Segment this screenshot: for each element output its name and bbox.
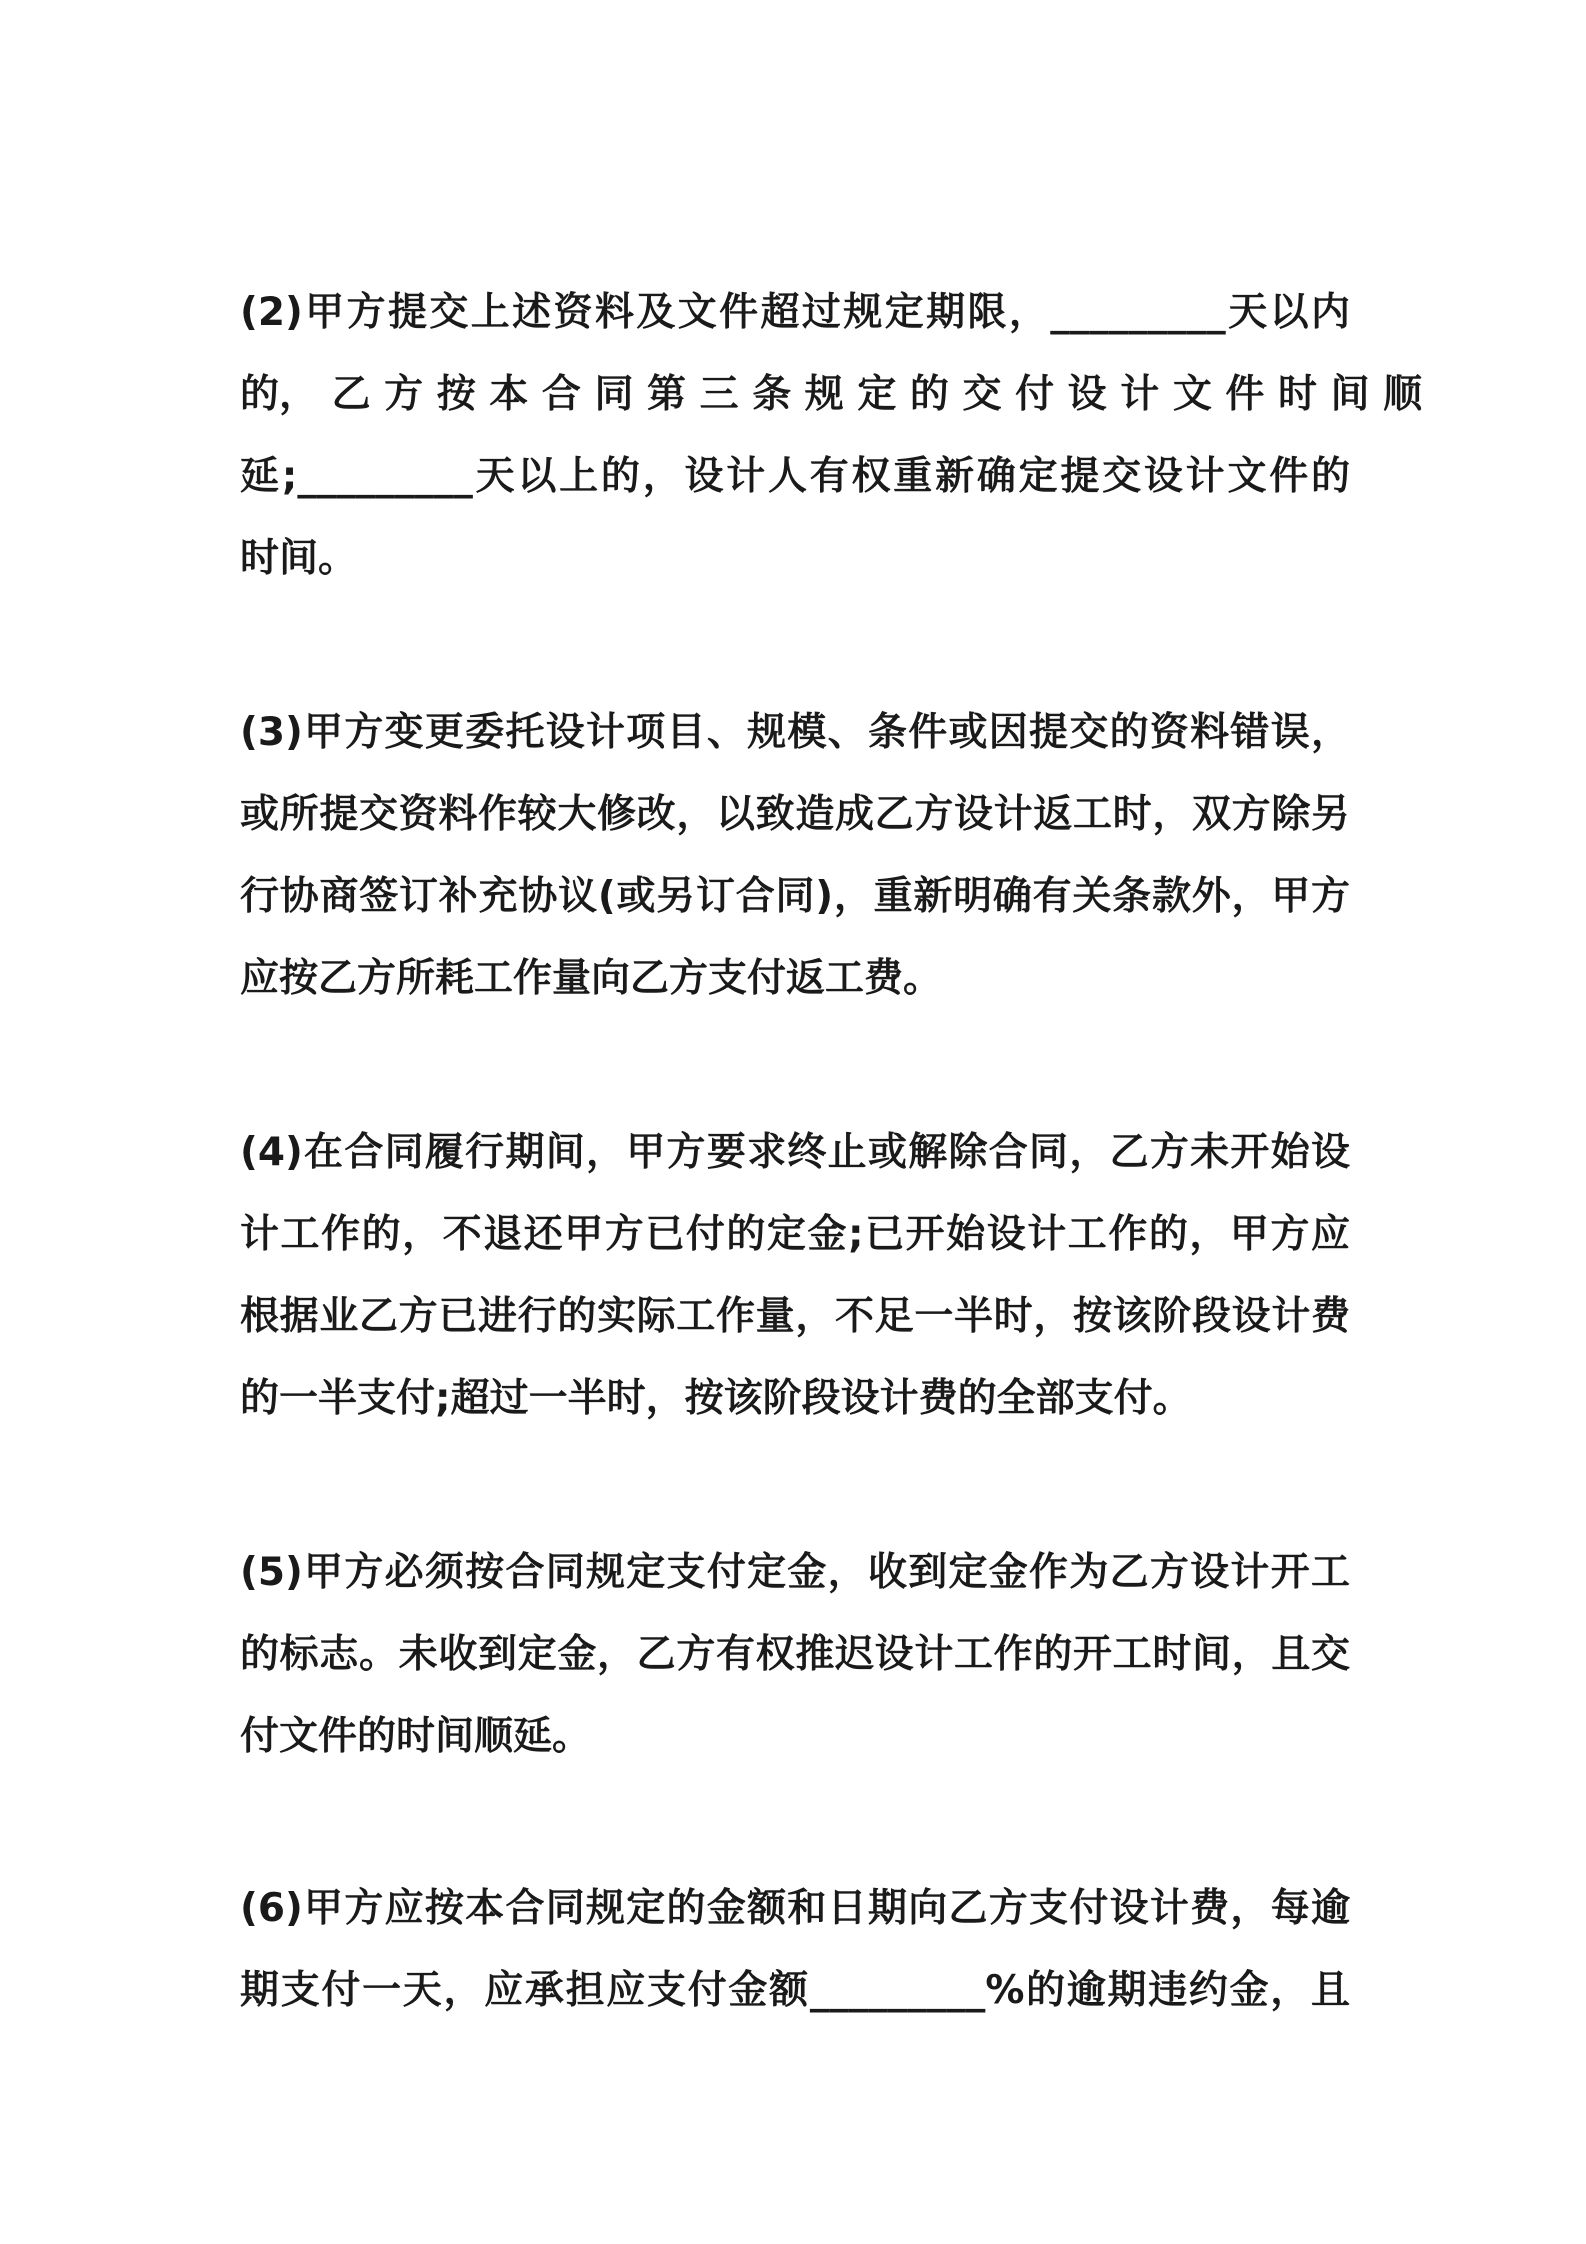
text-line: 计工作的，不退还甲方已付的定金;已开始设计工作的，甲方应	[240, 1212, 1350, 1257]
text-line: (2)甲方提交上述资料及文件超过规定期限，_________天以内	[240, 290, 1350, 335]
text-line: (5)甲方必须按合同规定支付定金，收到定金作为乙方设计开工	[240, 1550, 1350, 1595]
text-line: 的， 乙 方 按 本 合 同 第 三 条 规 定 的 交 付 设 计 文 件 时 间 顺	[240, 372, 1423, 417]
text-line: (6)甲方应按本合同规定的金额和日期向乙方支付设计费，每逾	[240, 1886, 1350, 1931]
text-line: 的一半支付;超过一半时，按该阶段设计费的全部支付。	[240, 1376, 1192, 1421]
text-line: 时间。	[240, 536, 358, 581]
text-line: 或所提交资料作较大修改，以致造成乙方设计返工时，双方除另	[240, 792, 1350, 837]
text-line: (4)在合同履行期间，甲方要求终止或解除合同，乙方未开始设	[240, 1130, 1350, 1175]
text-line: 付文件的时间顺延。	[240, 1714, 592, 1759]
text-line: 期支付一天，应承担应支付金额_________%的逾期违约金，且	[240, 1968, 1350, 2013]
clause-3-paragraph	[240, 692, 1350, 1020]
text-line: 行协商签订补充协议(或另订合同)，重新明确有关条款外，甲方	[240, 874, 1350, 919]
text-line: 应按乙方所耗工作量向乙方支付返工费。	[240, 956, 943, 1001]
clause-6-paragraph	[240, 1868, 1350, 2032]
text-line: 的标志。未收到定金，乙方有权推迟设计工作的开工时间，且交	[240, 1632, 1350, 1677]
text-line: 根据业乙方已进行的实际工作量，不足一半时，按该阶段设计费	[240, 1294, 1350, 1339]
clause-5-paragraph	[240, 1532, 1350, 1778]
text-line: (3)甲方变更委托设计项目、规模、条件或因提交的资料错误，	[240, 710, 1350, 755]
text-line: 延;_________天以上的，设计人有权重新确定提交设计文件的	[240, 454, 1350, 499]
clause-4-paragraph	[240, 1112, 1350, 1440]
clause-2-paragraph	[240, 272, 1423, 600]
